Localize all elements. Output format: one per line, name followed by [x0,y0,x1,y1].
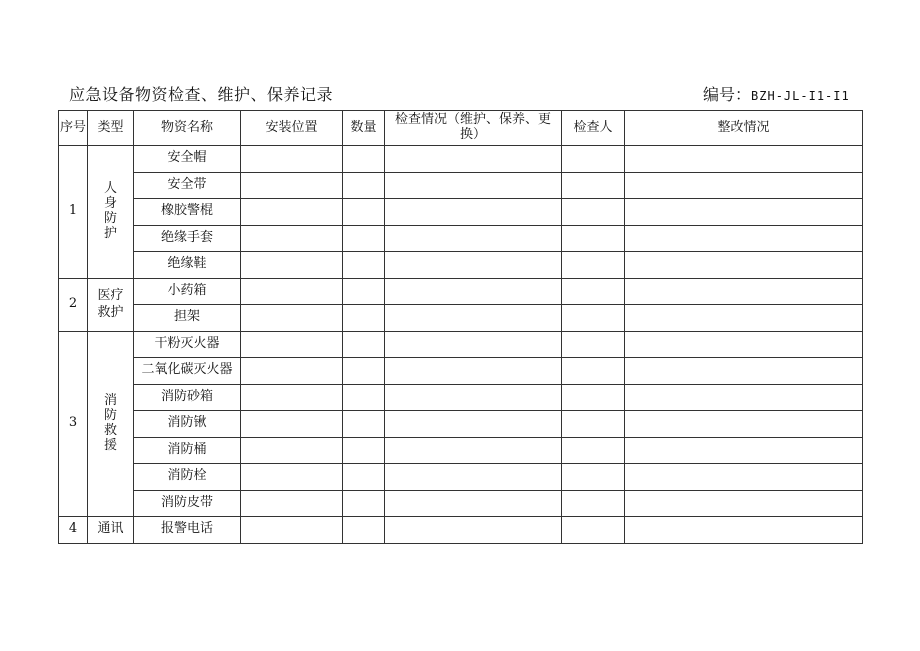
inspector-cell[interactable] [562,437,625,464]
quantity-cell[interactable] [343,252,385,279]
item-name: 消防栓 [134,464,241,491]
inspector-cell[interactable] [562,384,625,411]
check-cell[interactable] [385,517,562,544]
inspector-cell[interactable] [562,252,625,279]
quantity-cell[interactable] [343,437,385,464]
quantity-cell[interactable] [343,517,385,544]
quantity-cell[interactable] [343,225,385,252]
rectification-cell[interactable] [625,225,863,252]
location-cell[interactable] [241,384,343,411]
group-no: 2 [59,278,88,331]
location-cell[interactable] [241,331,343,358]
check-cell[interactable] [385,331,562,358]
quantity-cell[interactable] [343,199,385,226]
col-header-type: 类型 [88,111,134,146]
table-row [59,305,863,332]
location-cell[interactable] [241,358,343,385]
check-cell[interactable] [385,490,562,517]
location-cell[interactable] [241,252,343,279]
table-row [59,199,863,226]
inspector-cell[interactable] [562,490,625,517]
item-name: 消防砂箱 [134,384,241,411]
rectification-cell[interactable] [625,464,863,491]
rectification-cell[interactable] [625,358,863,385]
location-cell[interactable] [241,199,343,226]
location-cell[interactable] [241,146,343,173]
form-title: 应急设备物资检查、维护、保养记录 [69,85,334,104]
location-cell[interactable] [241,172,343,199]
location-cell[interactable] [241,464,343,491]
inspection-table [58,110,863,544]
item-name: 安全帽 [134,146,241,173]
item-name: 橡胶警棍 [134,199,241,226]
col-header-quantity: 数量 [343,111,385,146]
quantity-cell[interactable] [343,305,385,332]
location-cell[interactable] [241,278,343,305]
inspector-cell[interactable] [562,278,625,305]
inspector-cell[interactable] [562,146,625,173]
rectification-cell[interactable] [625,278,863,305]
quantity-cell[interactable] [343,411,385,438]
check-cell[interactable] [385,225,562,252]
inspector-cell[interactable] [562,225,625,252]
quantity-cell[interactable] [343,331,385,358]
location-cell[interactable] [241,411,343,438]
quantity-cell[interactable] [343,384,385,411]
form-code-value: BZH-JL-I1-I1 [751,89,850,103]
rectification-cell[interactable] [625,172,863,199]
rectification-cell[interactable] [625,517,863,544]
rectification-cell[interactable] [625,305,863,332]
item-name: 绝缘手套 [134,225,241,252]
item-name: 报警电话 [134,517,241,544]
inspector-cell[interactable] [562,199,625,226]
location-cell[interactable] [241,225,343,252]
item-name: 担架 [134,305,241,332]
check-cell[interactable] [385,437,562,464]
item-name: 消防锹 [134,411,241,438]
check-cell[interactable] [385,199,562,226]
inspector-cell[interactable] [562,358,625,385]
item-name: 消防皮带 [134,490,241,517]
location-cell[interactable] [241,517,343,544]
group-type: 医疗救护 [88,278,134,331]
item-name: 消防桶 [134,437,241,464]
quantity-cell[interactable] [343,358,385,385]
rectification-cell[interactable] [625,331,863,358]
check-cell[interactable] [385,146,562,173]
inspector-cell[interactable] [562,172,625,199]
check-cell[interactable] [385,384,562,411]
location-cell[interactable] [241,490,343,517]
form-code [703,82,850,105]
group-type: 通讯 [88,517,134,544]
quantity-cell[interactable] [343,490,385,517]
col-header-no: 序号 [59,111,88,146]
quantity-cell[interactable] [343,172,385,199]
location-cell[interactable] [241,437,343,464]
table-row [59,252,863,279]
inspector-cell[interactable] [562,331,625,358]
col-header-rectification: 整改情况 [625,111,863,146]
check-cell[interactable] [385,358,562,385]
inspector-cell[interactable] [562,305,625,332]
item-name: 绝缘鞋 [134,252,241,279]
check-cell[interactable] [385,305,562,332]
quantity-cell[interactable] [343,146,385,173]
group-no: 4 [59,517,88,544]
check-cell[interactable] [385,411,562,438]
rectification-cell[interactable] [625,384,863,411]
inspector-cell[interactable] [562,464,625,491]
check-cell[interactable] [385,252,562,279]
group-no: 3 [59,331,88,517]
inspector-cell[interactable] [562,517,625,544]
table-row [59,437,863,464]
inspector-cell[interactable] [562,411,625,438]
quantity-cell[interactable] [343,464,385,491]
table-row [59,358,863,385]
col-header-location: 安装位置 [241,111,343,146]
rectification-cell[interactable] [625,411,863,438]
check-cell[interactable] [385,464,562,491]
table-row [59,278,863,305]
rectification-cell[interactable] [625,146,863,173]
group-type: 人身防护 [88,146,134,279]
col-header-item: 物资名称 [134,111,241,146]
table-row [59,225,863,252]
table-row [59,490,863,517]
table-row [59,464,863,491]
rectification-cell[interactable] [625,490,863,517]
check-cell[interactable] [385,278,562,305]
group-type: 消防救援 [88,331,134,517]
item-name: 二氧化碳灭火器 [134,358,241,385]
item-name: 安全带 [134,172,241,199]
table-row [59,517,863,544]
table-header-row [59,111,863,146]
item-name: 干粉灭火器 [134,331,241,358]
check-cell[interactable] [385,172,562,199]
form-code-label: 编号： [703,85,752,104]
table-row [59,384,863,411]
group-no: 1 [59,146,88,279]
table-row [59,146,863,173]
col-header-inspector: 检查人 [562,111,625,146]
col-header-check: 检查情况（维护、保养、更换） [385,111,562,146]
table-row [59,411,863,438]
rectification-cell[interactable] [625,199,863,226]
rectification-cell[interactable] [625,252,863,279]
rectification-cell[interactable] [625,437,863,464]
table-row [59,331,863,358]
table-row [59,172,863,199]
item-name: 小药箱 [134,278,241,305]
quantity-cell[interactable] [343,278,385,305]
location-cell[interactable] [241,305,343,332]
